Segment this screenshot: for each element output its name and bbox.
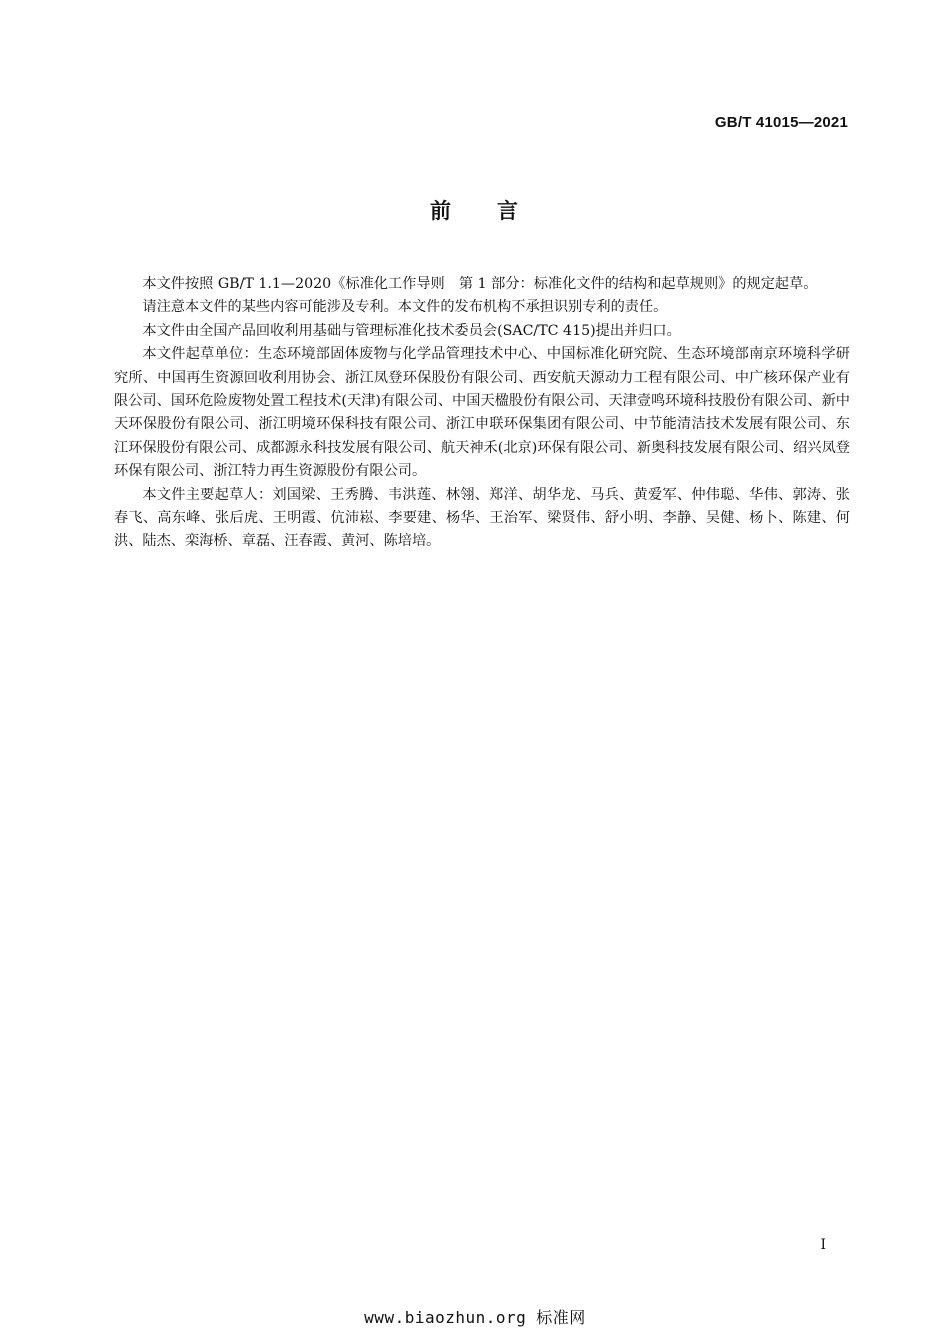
footer-site-url[interactable]: www.biaozhun.org: [364, 1308, 527, 1327]
paragraph-drafting-units: 本文件起草单位：生态环境部固体废物与化学品管理技术中心、中国标准化研究院、生态环境部南京环境科学研究所、中国再生资源回收利用协会、浙江凤登环保股份有限公司、西安航天源动力工程有限公司、中广核环保产业有限公司、国环危险废物处置工程技术(天津)有限公司、中国天楹股份有限公司、天津壹鸣环境科技股份有限公司、新中天环保股份有限公司、浙江明境环保科技有限公司、浙江申联环保集团有限公司、中节能清洁技术发展有限公司、东江环保股份有限公司、成都源永科技发展有限公司、航天神禾(北京)环保有限公司、新奥科技发展有限公司、绍兴凤登环保有限公司、浙江特力再生资源股份有限公司。: [114, 346, 850, 480]
page-title: [0, 195, 950, 225]
paragraph-drafting-rules: 本文件按照 GB/T 1.1—2020《标准化工作导则 第 1 部分：标准化文件的结构和起草规则》的规定起草。: [142, 276, 818, 292]
title-char-2: 言: [497, 199, 520, 223]
footer-site-name: 标准网: [536, 1308, 586, 1327]
paragraph-patent-notice: 请注意本文件的某些内容可能涉及专利。本文件的发布机构不承担识别专利的责任。: [142, 299, 668, 316]
standard-code: GB/T 41015—2021: [714, 114, 848, 131]
title-char-1: 前: [430, 199, 453, 223]
paragraph-drafters: 本文件主要起草人：刘国梁、王秀腾、韦洪莲、林翎、郑洋、胡华龙、马兵、黄爱军、仲伟聪、华伟、郭涛、张春飞、高东峰、张后虎、王明霞、伉沛崧、李要建、杨华、王治军、梁贤伟、舒小明、李静、吴健、杨卜、陈建、何洪、陆杰、栾海桥、章磊、汪春霞、黄河、陈培培。: [114, 486, 850, 550]
foreword-body: [114, 273, 850, 554]
paragraph-proposer: 本文件由全国产品回收利用基础与管理标准化技术委员会(SAC/TC 415)提出并归口。: [142, 322, 681, 339]
footer: [0, 1305, 950, 1328]
page-number: I: [820, 1237, 826, 1253]
